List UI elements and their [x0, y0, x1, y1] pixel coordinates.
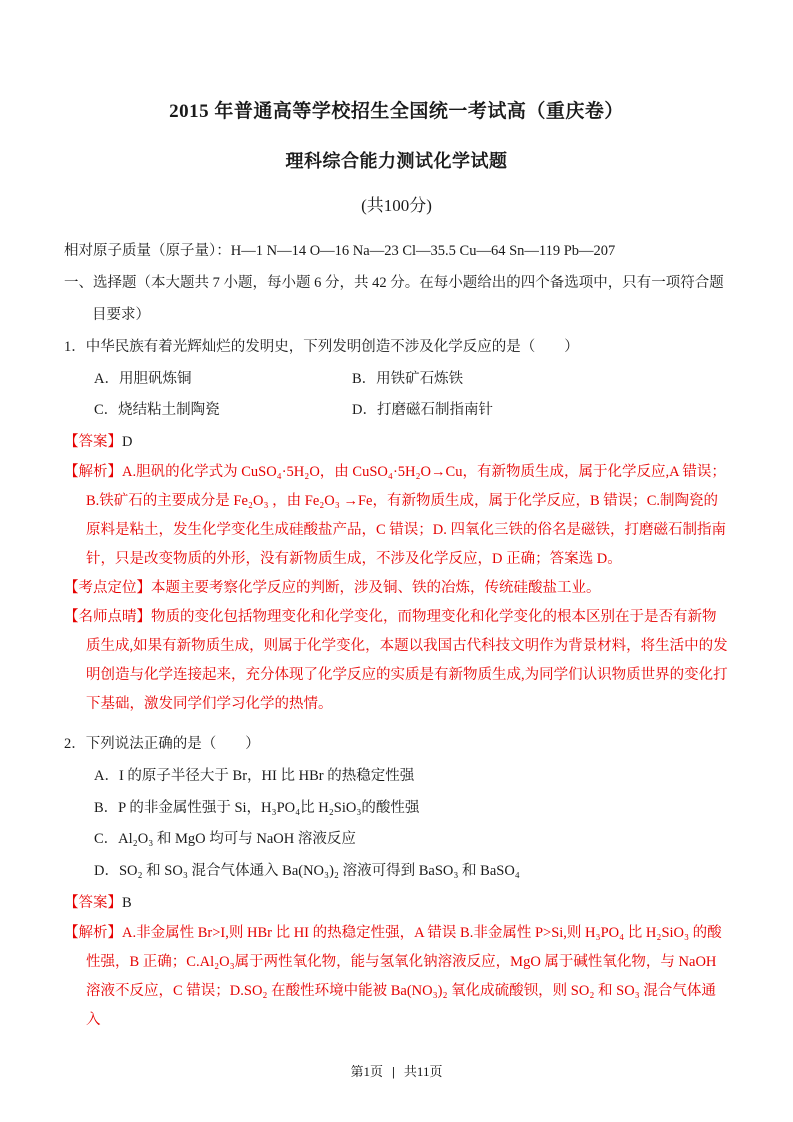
page-footer	[0, 1061, 793, 1080]
answer-label: 【答案】	[64, 895, 122, 912]
question-1-option-b: B．用铁矿石炼铁	[352, 370, 464, 387]
question-1-analysis: 【解析】A.胆矾的化学式为 CuSO₄·5H₂O，由 CuSO₄·5H₂O→Cu，有新物质生成，属于化学反应,A 错误；B.铁矿石的主要成分是 Fe₂O₃ ，由 Fe₂O₃ →Fe，有新物质生成，属于化学反应，B 错误；C.制陶瓷的原料是粘土，发生化学变化生成硅酸盐产品，C 错误；D. 四氧化三铁的俗名是磁铁，打磨磁石制指南针，只是改变物质的外形，没有新物质生成，不涉及化学反应，D 正确；答案选 D。	[64, 463, 727, 567]
question-2-answer-line	[64, 888, 729, 918]
question-1-option-d: D．打磨磁石制指南针	[352, 402, 493, 419]
question-1-teacher-note: 【名师点晴】物质的变化包括物理变化和化学变化，而物理变化和化学变化的根本区别在于是否有新物质生成,如果有新物质生成，则属于化学变化，本题以我国古代科技文明作为背景材料，将生活中的发明创造与化学连接起来，充分体现了化学反应的实质是有新物质生成,为同学们认识物质世界的变化打下基础，激发同学们学习化学的热情。	[64, 608, 728, 712]
answer-value: D	[122, 434, 133, 451]
footer-total-pages: 共11页	[403, 1064, 443, 1079]
page-title: 2015 年普通高等学校招生全国统一考试高（重庆卷）	[169, 101, 624, 122]
answer-label: 【答案】	[64, 434, 122, 451]
question-2-stem: 2．下列说法正确的是（ ）	[64, 735, 260, 752]
question-1-answer-line	[64, 427, 729, 457]
question-2-option-b: B．P 的非金属性强于 Si，H₃PO₄比 H₂SiO₃的酸性强	[94, 799, 420, 816]
question-1-option-a: A．用胆矾炼铜	[94, 370, 192, 387]
question-2	[64, 729, 729, 1035]
question-1-option-c: C．烧结粘土制陶瓷	[94, 402, 220, 419]
question-2-option-c: C．Al₂O₃ 和 MgO 均可与 NaOH 溶液反应	[94, 831, 356, 848]
footer-separator: |	[392, 1064, 395, 1079]
question-1-stem: 1．中华民族有着光辉灿烂的发明史，下列发明创造不涉及化学反应的是（ ）	[64, 338, 579, 355]
question-2-option-a: A．I 的原子半径大于 Br，HI 比 HBr 的热稳定性强	[94, 767, 415, 784]
atomic-mass-line: 相对原子质量（原子量）：H—1 N—14 O—16 Na—23 Cl—35.5 Cu—64 Sn—119 Pb—207	[64, 243, 616, 259]
question-1-options	[64, 364, 729, 428]
question-1-exam-point: 【考点定位】本题主要考察化学反应的判断，涉及铜、铁的冶炼，传统硅酸盐工业。	[64, 579, 601, 596]
question-2-option-d: D．SO₂ 和 SO₃ 混合气体通入 Ba(NO₃)₂ 溶液可得到 BaSO₃ 和 BaSO₄	[94, 863, 520, 880]
question-1	[64, 332, 729, 719]
answer-value: B	[122, 895, 132, 912]
footer-page-number: 第1页	[350, 1064, 384, 1079]
section-title: 一、选择题（本大题共 7 小题，每小题 6 分，共 42 分。在每小题给出的四个备选项中，只有一项符合题目要求）	[64, 274, 724, 323]
page-subtitle: 理科综合能力测试化学试题	[285, 151, 508, 171]
score-note: (共100分)	[361, 196, 432, 215]
question-2-options	[64, 761, 729, 889]
question-2-analysis: 【解析】A.非金属性 Br>I,则 HBr 比 HI 的热稳定性强，A 错误 B.非金属性 P>Si,则 H₃PO₄ 比 H₂SiO₃ 的酸性强，B 正确；C.Al₂O₃属于两性氧化物，能与氢氧化钠溶液反应，MgO 属于碱性氧化物，与 NaOH 溶液不反应，C 错误；D.SO₂ 在酸性环境中能被 Ba(NO₃)₂ 氧化成硫酸钡，则 SO₂ 和 SO₃ 混合气体通入	[64, 924, 722, 1028]
